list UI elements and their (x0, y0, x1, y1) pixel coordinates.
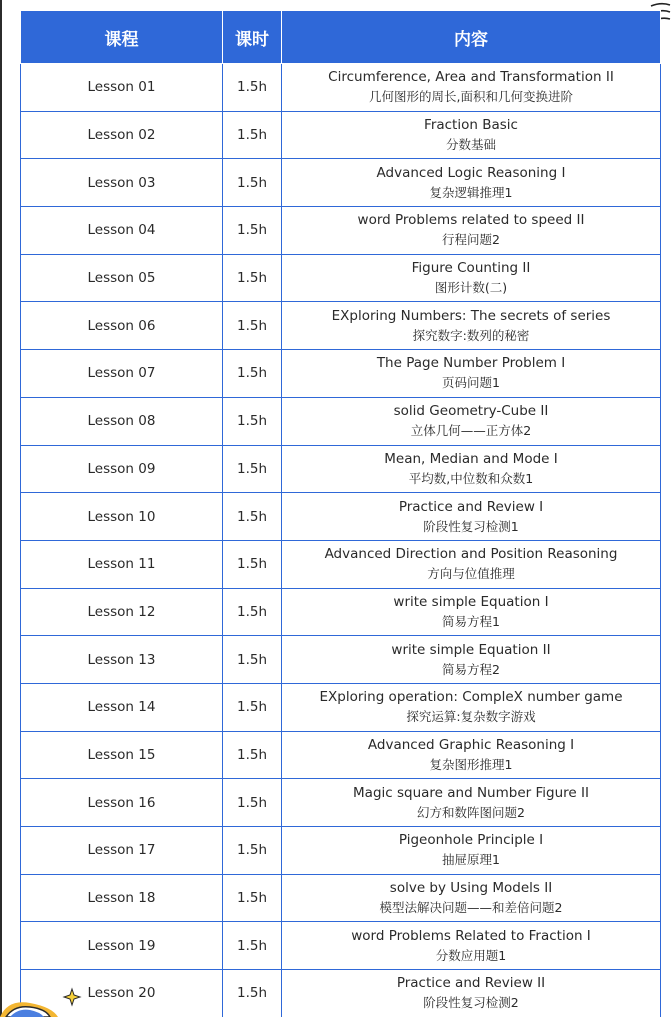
table-row (21, 683, 661, 731)
content-title-en: word Problems Related to Fraction I (351, 927, 591, 944)
hours-cell: 1.5h (223, 111, 282, 159)
content-cell (282, 397, 661, 445)
table-row (21, 874, 661, 922)
table-row (21, 64, 661, 112)
content-cell (282, 350, 661, 398)
lesson-cell: Lesson 07 (21, 350, 223, 398)
content-cell (282, 445, 661, 493)
lesson-cell: Lesson 12 (21, 588, 223, 636)
content-title-en: word Problems related to speed II (357, 212, 585, 229)
content-title-zh: 简易方程2 (442, 661, 500, 677)
content-title-en: Advanced Direction and Position Reasoning (324, 546, 618, 563)
content-title-zh: 页码问题1 (442, 375, 500, 391)
content-cell (282, 588, 661, 636)
table-row (21, 827, 661, 875)
lesson-cell: Lesson 14 (21, 683, 223, 731)
content-title-zh: 平均数,中位数和众数1 (408, 470, 534, 486)
content-title-en: write simple Equation I (393, 593, 549, 610)
content-cell (282, 731, 661, 779)
content-title-zh: 立体几何——正方体2 (410, 423, 532, 439)
lesson-cell: Lesson 04 (21, 207, 223, 255)
content-title-en: solid Geometry-Cube II (393, 403, 549, 420)
lesson-cell: Lesson 19 (21, 922, 223, 970)
table-row (21, 922, 661, 970)
hours-cell: 1.5h (223, 683, 282, 731)
content-cell (282, 207, 661, 255)
content-cell (282, 636, 661, 684)
content-title-en: EXploring operation: CompleX number game (319, 689, 623, 706)
hours-cell: 1.5h (223, 636, 282, 684)
table-row (21, 445, 661, 493)
content-title-en: Practice and Review II (396, 975, 546, 992)
content-cell (282, 827, 661, 875)
content-title-en: The Page Number Problem I (376, 355, 566, 372)
hours-cell: 1.5h (223, 445, 282, 493)
content-title-en: solve by Using Models II (389, 880, 553, 897)
content-cell (282, 874, 661, 922)
lesson-cell: Lesson 20 (21, 970, 223, 1017)
table-header-row (21, 11, 661, 64)
lesson-cell: Lesson 17 (21, 827, 223, 875)
table-row (21, 588, 661, 636)
hours-cell: 1.5h (223, 302, 282, 350)
lesson-cell: Lesson 18 (21, 874, 223, 922)
lesson-cell: Lesson 09 (21, 445, 223, 493)
content-cell (282, 683, 661, 731)
hours-cell: 1.5h (223, 540, 282, 588)
hours-cell: 1.5h (223, 731, 282, 779)
lesson-cell: Lesson 03 (21, 159, 223, 207)
content-title-zh: 几何图形的周长,面积和几何变换进阶 (369, 89, 573, 105)
lesson-cell: Lesson 15 (21, 731, 223, 779)
content-title-zh: 阶段性复习检测1 (423, 518, 519, 534)
content-cell (282, 970, 661, 1017)
content-title-en: Magic square and Number Figure II (353, 784, 589, 801)
table-row (21, 207, 661, 255)
lesson-cell: Lesson 08 (21, 397, 223, 445)
hours-cell: 1.5h (223, 207, 282, 255)
content-cell (282, 779, 661, 827)
header-content: 内容 (282, 11, 661, 64)
content-title-zh: 阶段性复习检测2 (423, 995, 519, 1011)
hours-cell: 1.5h (223, 779, 282, 827)
content-title-en: Mean, Median and Mode I (384, 450, 558, 467)
lesson-cell: Lesson 16 (21, 779, 223, 827)
lesson-cell: Lesson 13 (21, 636, 223, 684)
content-cell (282, 493, 661, 541)
hours-cell: 1.5h (223, 64, 282, 112)
content-title-zh: 复杂逻辑推理1 (429, 184, 513, 200)
content-title-zh: 探究数字:数列的秘密 (412, 327, 530, 343)
content-title-zh: 复杂图形推理1 (429, 756, 513, 772)
lesson-cell: Lesson 05 (21, 254, 223, 302)
content-title-en: Circumference, Area and Transformation II (328, 69, 614, 86)
content-cell (282, 111, 661, 159)
hours-cell: 1.5h (223, 397, 282, 445)
content-cell (282, 64, 661, 112)
rocket-icon (0, 977, 86, 1017)
hours-cell: 1.5h (223, 350, 282, 398)
table-row (21, 302, 661, 350)
table-row (21, 970, 661, 1017)
table-row (21, 493, 661, 541)
table-row (21, 111, 661, 159)
content-title-en: write simple Equation II (391, 641, 551, 658)
hours-cell: 1.5h (223, 159, 282, 207)
content-title-zh: 抽屉原理1 (442, 852, 500, 868)
lesson-table (20, 10, 661, 1017)
content-cell (282, 540, 661, 588)
content-title-zh: 行程问题2 (442, 232, 500, 248)
table-row (21, 779, 661, 827)
lesson-cell: Lesson 06 (21, 302, 223, 350)
content-title-en: Advanced Logic Reasoning I (376, 164, 566, 181)
hours-cell: 1.5h (223, 922, 282, 970)
header-lesson: 课程 (21, 11, 223, 64)
content-title-zh: 图形计数(二) (434, 280, 508, 296)
content-cell (282, 922, 661, 970)
content-cell (282, 159, 661, 207)
content-title-zh: 分数基础 (445, 137, 496, 153)
hours-cell: 1.5h (223, 970, 282, 1017)
hours-cell: 1.5h (223, 827, 282, 875)
table-row (21, 731, 661, 779)
hours-cell: 1.5h (223, 493, 282, 541)
content-cell (282, 254, 661, 302)
lesson-cell: Lesson 02 (21, 111, 223, 159)
table-row (21, 350, 661, 398)
header-hours: 课时 (223, 11, 282, 64)
hours-cell: 1.5h (223, 874, 282, 922)
content-title-en: Practice and Review I (398, 498, 544, 515)
content-cell (282, 302, 661, 350)
lesson-cell: Lesson 10 (21, 493, 223, 541)
content-title-zh: 分数应用题1 (435, 947, 507, 963)
content-title-en: Advanced Graphic Reasoning I (367, 736, 575, 753)
hours-cell: 1.5h (223, 254, 282, 302)
content-title-en: Pigeonhole Principle I (398, 832, 544, 849)
lesson-cell: Lesson 11 (21, 540, 223, 588)
table-row (21, 397, 661, 445)
table-row (21, 540, 661, 588)
table-row (21, 254, 661, 302)
content-title-en: Fraction Basic (424, 117, 518, 134)
lesson-cell: Lesson 01 (21, 64, 223, 112)
content-title-zh: 模型法解决问题——和差倍问题2 (379, 900, 563, 916)
content-title-en: Figure Counting II (411, 260, 531, 277)
hours-cell: 1.5h (223, 588, 282, 636)
content-title-zh: 简易方程1 (442, 613, 500, 629)
content-title-zh: 幻方和数阵图问题2 (417, 804, 525, 820)
page-left-border (0, 0, 2, 1017)
content-title-zh: 方向与位值推理 (427, 566, 515, 582)
content-title-zh: 探究运算:复杂数字游戏 (406, 709, 536, 725)
table-row (21, 636, 661, 684)
table-row (21, 159, 661, 207)
content-title-en: EXploring Numbers: The secrets of series (331, 307, 611, 324)
